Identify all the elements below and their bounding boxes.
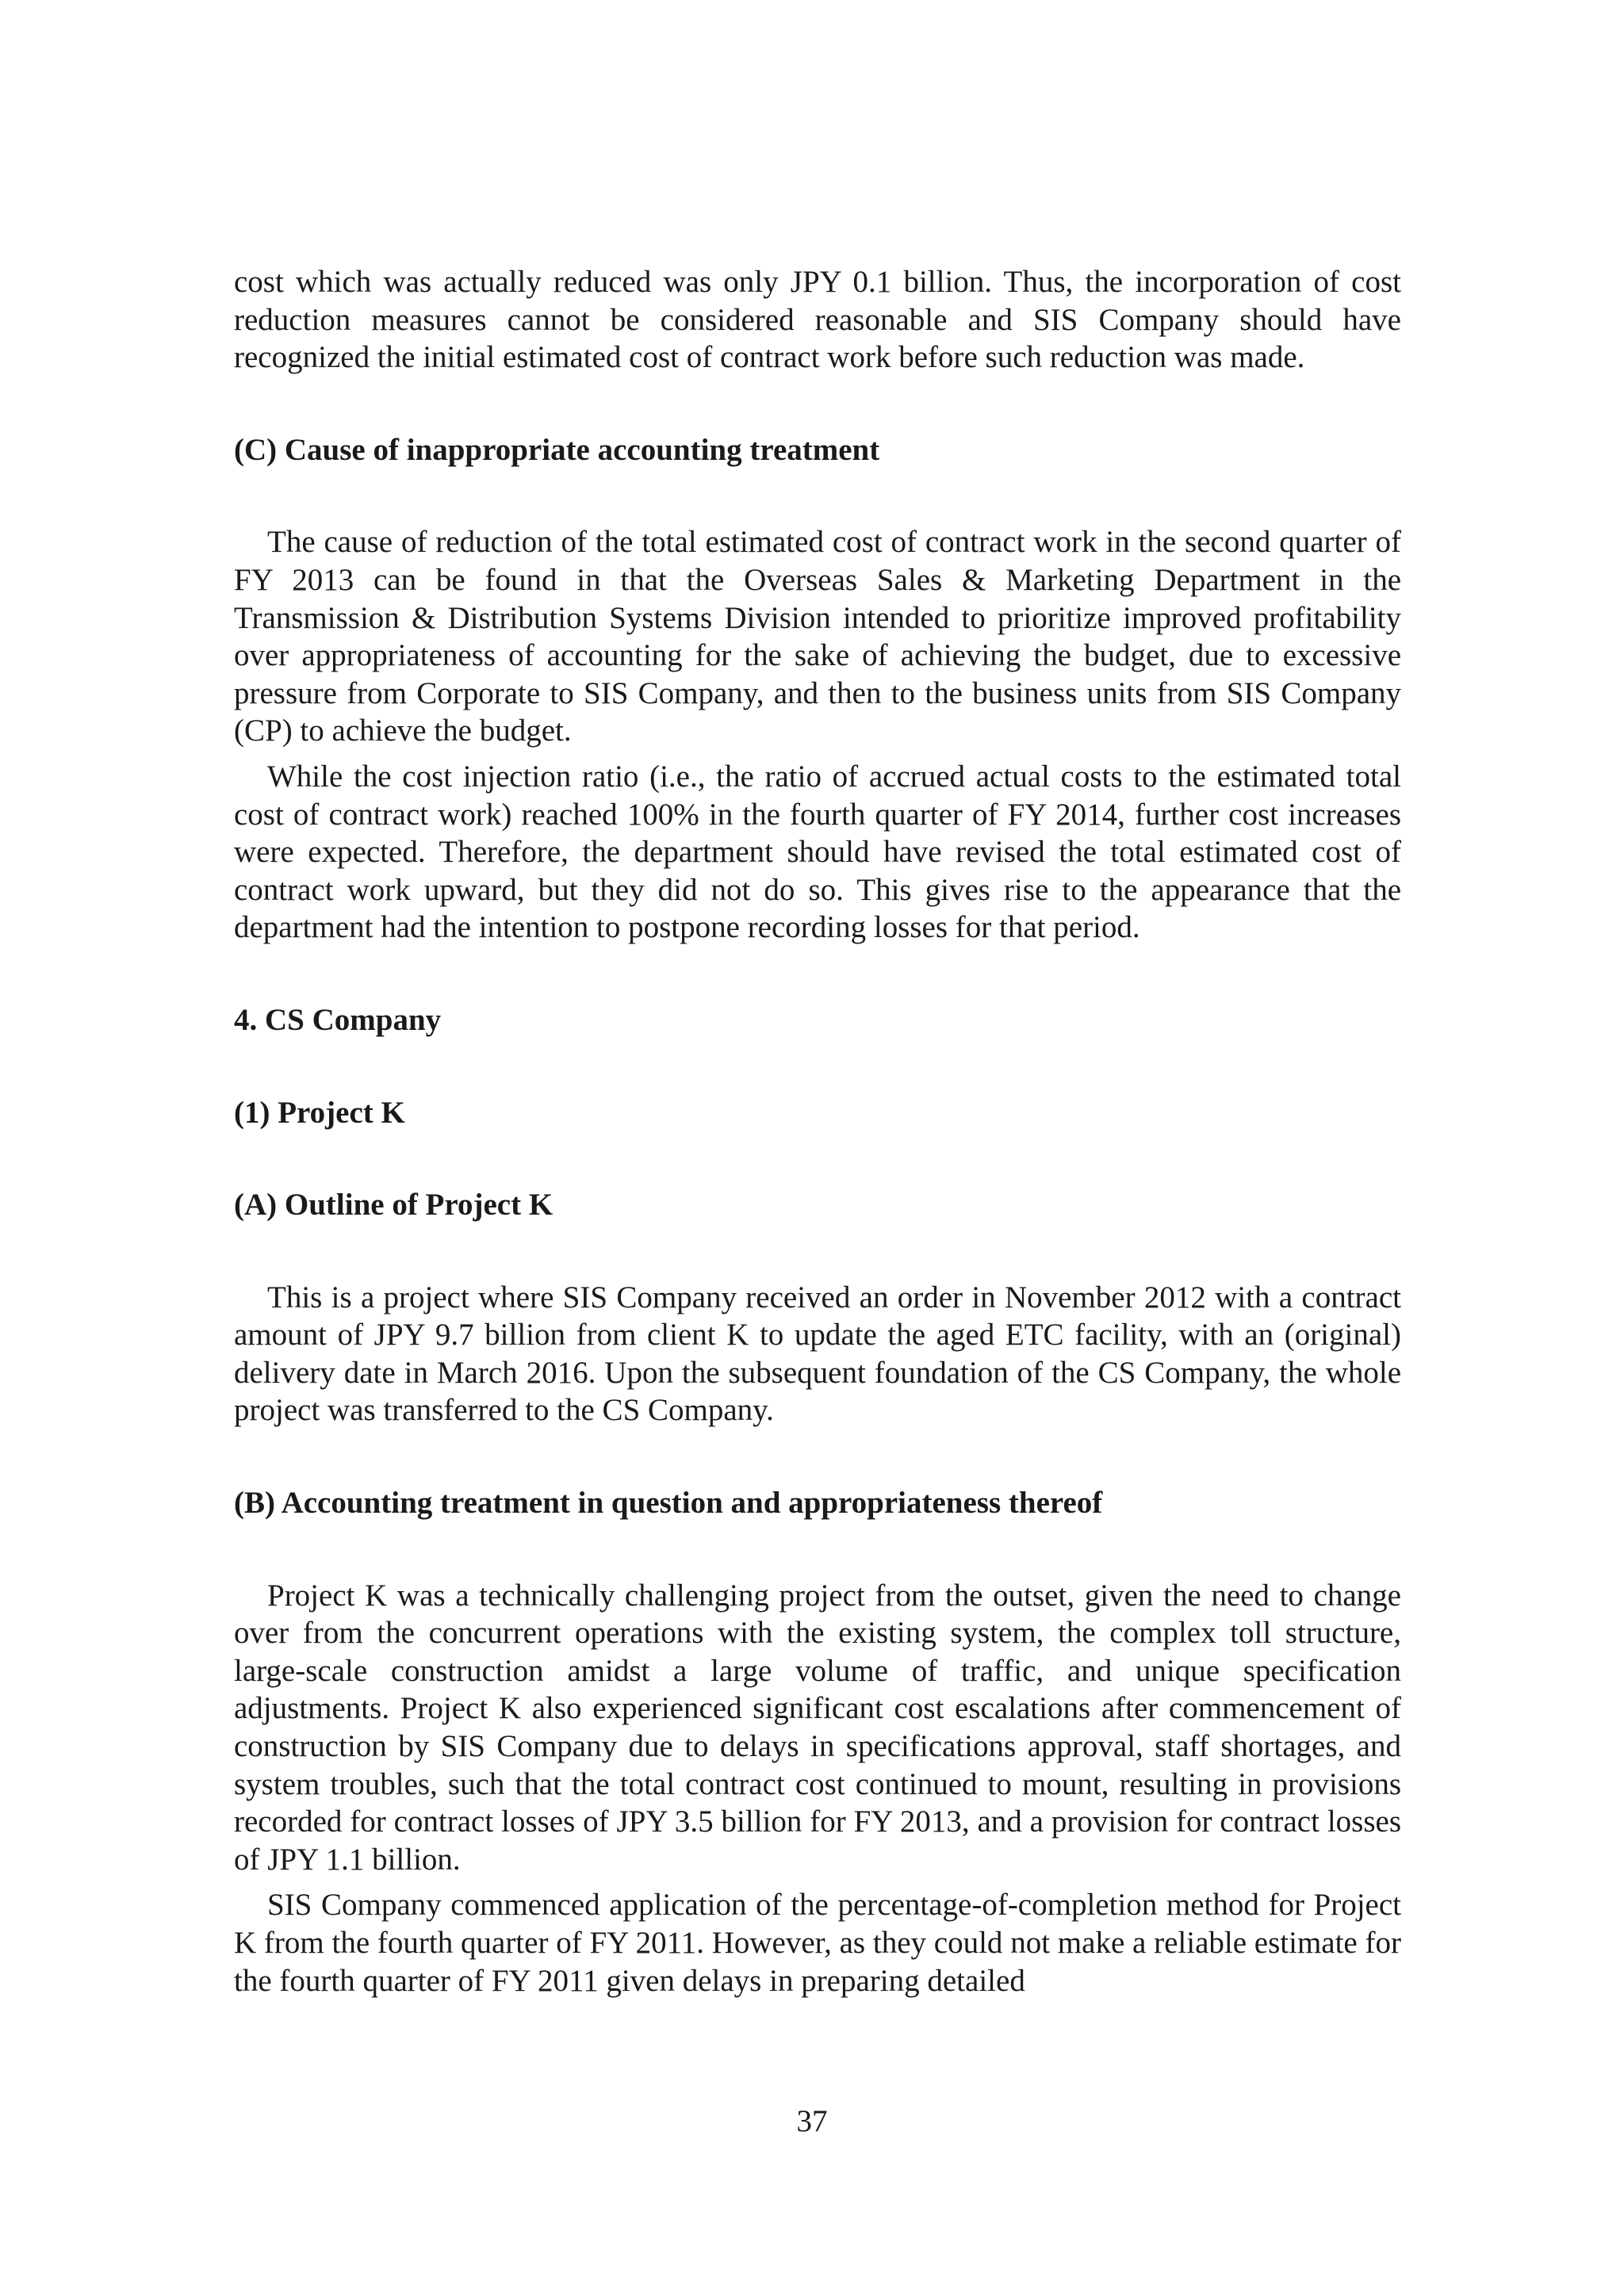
heading-b-accounting: (B) Accounting treatment in question and appropriateness thereof bbox=[234, 1486, 1103, 1521]
heading-c-cause: (C) Cause of inappropriate accounting treatment bbox=[234, 432, 880, 467]
heading-a-outline: (A) Outline of Project K bbox=[234, 1188, 553, 1223]
paragraph-cause-reduction: The cause of reduction of the total estimated cost of contract work in the second quarter of FY 2013 can be found in that the Overseas Sales & Marketing Department in the Transmission & Distribution Systems Division intended to prioritize improved profitability over appropriateness of accounting for the sake of achieving the budget, due to excessive pressure from Corporate to SIS Company, and then to the business units from SIS Company (CP) to achieve the budget. bbox=[234, 525, 1401, 748]
paragraph-challenging: Project K was a technically challenging project from the outset, given the need to change over from the concurrent operations with the existing system, the complex toll structure, large-scale construction amidst a large volume of traffic, and unique specification adjustments. Project K also experienced significant cost escalations after commencement of construction by SIS Company due to delays in specifications approval, staff shortages, and system troubles, such that the total contract cost continued to mount, resulting in provisions recorded for contract losses of JPY 3.5 billion for FY 2013, and a provision for contract losses of JPY 1.1 billion. bbox=[234, 1578, 1401, 1877]
heading-cs-company: 4. CS Company bbox=[234, 1002, 442, 1037]
paragraph-cost-injection: While the cost injection ratio (i.e., the ratio of accrued actual costs to the estimated total cost of contract work) reached 100% in the fourth quarter of FY 2014, further cost increases were expected. Therefore, the department should have revised the total estimated cost of contract work upward, but they did not do so. This gives rise to the appearance that the department had the intention to postpone recording losses for that period. bbox=[234, 759, 1401, 945]
document-page bbox=[234, 263, 1401, 1999]
paragraph-poc-method: SIS Company commenced application of the percentage-of-completion method for Project K from the fourth quarter of FY 2011. However, as they could not make a reliable estimate for the fourth quarter of FY 2011 given delays in preparing detailed bbox=[234, 1888, 1401, 1998]
paragraph-outline: This is a project where SIS Company received an order in November 2012 with a contract amount of JPY 9.7 billion from client K to update the aged ETC facility, with an (original) delivery date in March 2016. Upon the subsequent foundation of the CS Company, the whole project was transferred to the CS Company. bbox=[234, 1280, 1401, 1428]
paragraph-continuation: cost which was actually reduced was only JPY 0.1 billion. Thus, the incorporation of cost reduction measures cannot be considered reasonable and SIS Company should have recognized the initial estimated cost of contract work before such reduction was made. bbox=[234, 265, 1401, 375]
heading-project-k: (1) Project K bbox=[234, 1095, 405, 1130]
page-number: 37 bbox=[796, 2104, 828, 2138]
